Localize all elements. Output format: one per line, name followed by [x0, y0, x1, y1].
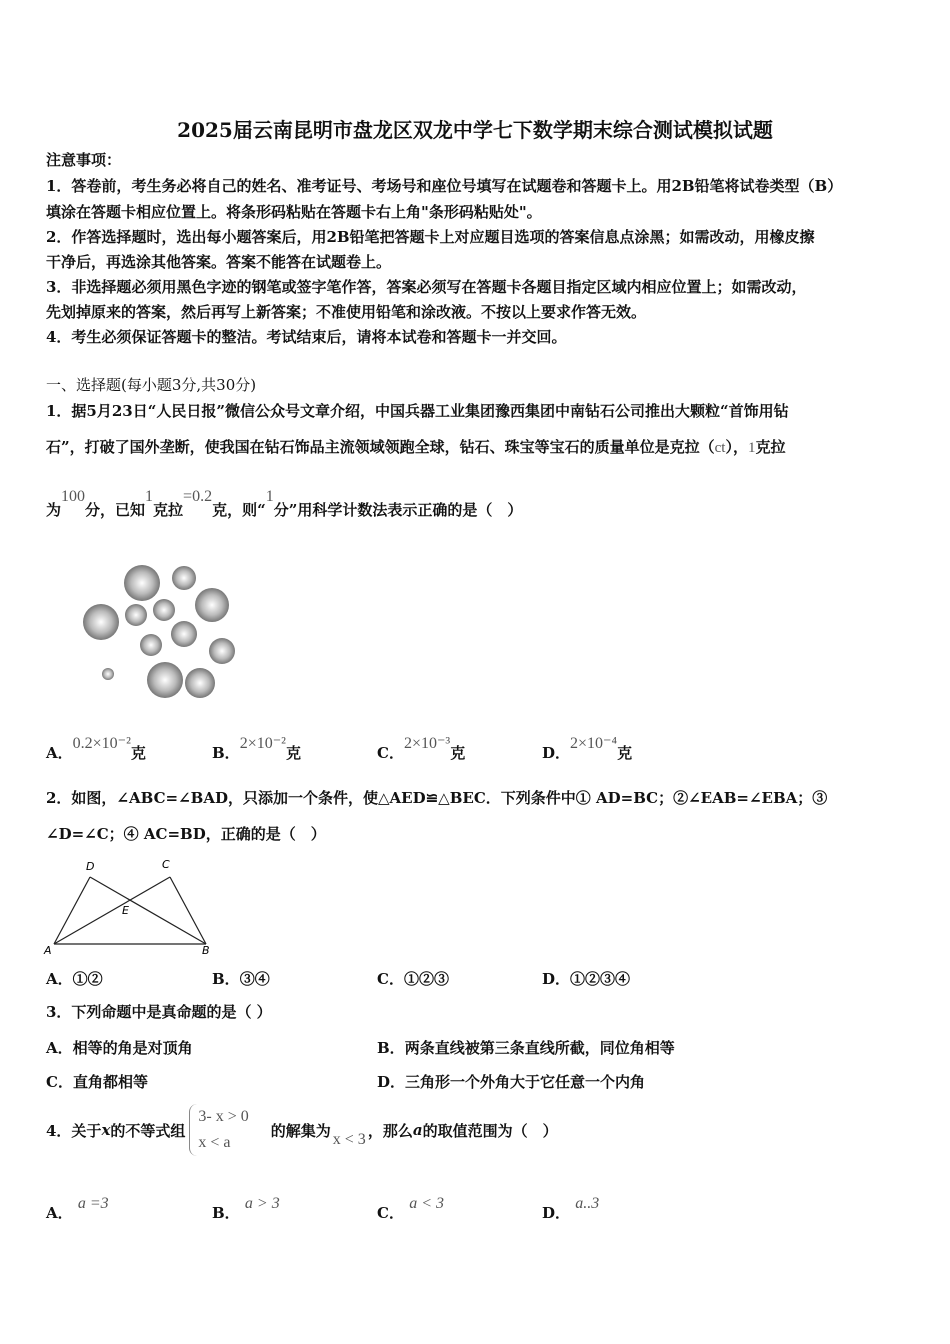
text: D．: [542, 1204, 571, 1222]
q4-option-b[interactable]: [212, 1195, 280, 1223]
text: 三角形一个外角大于它任意一个内角: [405, 1073, 646, 1091]
q4-ineq-2: x < a: [198, 1134, 231, 1151]
q1-math: =0.2: [183, 488, 213, 505]
q1-text: 克拉: [755, 438, 786, 456]
q2-option-a[interactable]: [46, 968, 103, 989]
q4-ineq-1: 3- x > 0: [198, 1108, 249, 1125]
text: 相等的角是对顶角: [72, 1039, 193, 1057]
q1-option-a[interactable]: [46, 735, 146, 763]
q1-option-d[interactable]: [542, 735, 633, 763]
label-c: C: [162, 858, 170, 871]
text: C．: [46, 1073, 73, 1091]
text: a =3: [77, 1195, 109, 1212]
q3-option-b[interactable]: [377, 1037, 675, 1058]
q1-text: 为: [46, 501, 62, 519]
q1-option-c[interactable]: [377, 735, 466, 763]
text: A．: [46, 970, 73, 988]
q1-text: ），: [725, 438, 748, 456]
text: 克: [617, 744, 633, 762]
q4-text: 的解集为: [270, 1121, 331, 1140]
notice-line: 干净后，再选涂其他答案。答案不能答在试题卷上。: [46, 253, 392, 271]
q1-text: 克，则“: [212, 501, 266, 519]
notice-line: 4．考生必须保证答题卡的整洁。考试结束后，请将本试卷和答题卡一并交回。: [46, 328, 567, 346]
q1-line3: [46, 488, 523, 521]
q4-system: [189, 1104, 248, 1156]
q1-one: 1: [747, 440, 756, 456]
q1-option-b[interactable]: [212, 735, 301, 763]
text: ①②③④: [570, 970, 631, 988]
q1-text: 克拉: [153, 501, 184, 519]
q3-option-a[interactable]: [46, 1037, 193, 1058]
text: ①②: [72, 970, 103, 988]
diamonds-image: [80, 560, 240, 700]
text: 克: [285, 744, 301, 762]
q4-option-c[interactable]: [377, 1195, 444, 1223]
text: 两条直线被第三条直线所截，同位角相等: [404, 1039, 675, 1057]
notice-line: 2．作答选择题时，选出每小题答案后，用2B铅笔把答题卡上对应题目选项的答案信息点涂黑；如需改动，用橡皮擦: [46, 228, 815, 246]
q4-line: [46, 1104, 558, 1156]
text: 2×10⁻³: [403, 735, 451, 752]
q2-line1: 2．如图，∠ABC=∠BAD，只添加一个条件，使△AED≌△BEC．下列条件中① AD=BC；②∠EAB=∠EBA；③: [46, 789, 828, 807]
q1-ct: ct: [714, 440, 726, 456]
q4-option-d[interactable]: [542, 1195, 600, 1223]
q1-text: 分”用科学计数法表示正确的是（ ）: [273, 501, 523, 519]
text: 克: [130, 744, 146, 762]
text: C．: [377, 1204, 404, 1222]
q3-option-c[interactable]: [46, 1071, 148, 1092]
notice-line: 3．非选择题必须用黑色字迹的钢笔或签字笔作答，答案必须写在答题卡各题目指定区域内相应位置上；如需改动，: [46, 278, 807, 296]
text: B．: [212, 744, 240, 762]
text: 2×10⁻²: [239, 735, 286, 752]
q4-text: ，那么: [367, 1121, 413, 1140]
q4-solution: x < 3: [332, 1131, 366, 1148]
text: 2×10⁻⁴: [570, 735, 618, 752]
text: D．: [542, 970, 571, 988]
q2-option-d[interactable]: [542, 968, 630, 989]
text: a..3: [575, 1195, 600, 1212]
q1-line2: [46, 437, 786, 458]
text: A．: [46, 1039, 73, 1057]
q1-text: 石”，打破了国外垄断，使我国在钻石饰品主流领域领跑全球，钻石、珠宝等宝石的质量单位是克拉（: [46, 438, 715, 456]
q4-var-x: x: [101, 1121, 111, 1139]
q4-text: 的不等式组: [110, 1121, 186, 1140]
label-d: D: [86, 860, 95, 873]
page-title: 2025届云南昆明市盘龙区双龙中学七下数学期末综合测试模拟试题: [177, 118, 773, 142]
q4-text: 4．关于: [46, 1121, 102, 1140]
label-e: E: [122, 904, 129, 917]
label-a: A: [44, 944, 52, 957]
q2-option-b[interactable]: [212, 968, 270, 989]
notice-line: 1．答卷前，考生务必将自己的姓名、准考证号、考场号和座位号填写在试题卷和答题卡上。用2B铅笔将试卷类型（B）: [46, 177, 843, 195]
text: ①②③: [403, 970, 449, 988]
text: D．: [377, 1073, 406, 1091]
q2-line2: ∠D=∠C；④ AC=BD，正确的是（ ）: [46, 825, 326, 843]
q4-option-a[interactable]: [46, 1195, 109, 1223]
triangle-figure: [40, 852, 220, 962]
text: D．: [542, 744, 571, 762]
text: ③④: [239, 970, 270, 988]
text: B．: [212, 970, 240, 988]
q1-math: 1: [265, 488, 274, 505]
q1-math: 100: [61, 488, 86, 505]
q1-text: 分，已知: [85, 501, 146, 519]
text: a > 3: [244, 1195, 280, 1212]
notice-heading: 注意事项：: [46, 151, 122, 169]
q3-option-d[interactable]: [377, 1071, 645, 1092]
q3-line: 3．下列命题中是真命题的是（ ）: [46, 1003, 272, 1021]
text: 直角都相等: [72, 1073, 148, 1091]
text: a < 3: [409, 1195, 444, 1212]
text: B．: [377, 1039, 405, 1057]
notice-line: 填涂在答题卡相应位置上。将条形码粘贴在答题卡右上角"条形码粘贴处"。: [46, 203, 542, 221]
text: 0.2×10⁻²: [72, 735, 131, 752]
section-heading: 一、选择题(每小题3分,共30分): [46, 376, 257, 394]
q2-option-c[interactable]: [377, 968, 449, 989]
text: A．: [46, 1204, 73, 1222]
q4-var-a: a: [412, 1121, 423, 1139]
text: 克: [450, 744, 466, 762]
q1-math: 1: [145, 488, 154, 505]
text: C．: [377, 744, 404, 762]
text: C．: [377, 970, 404, 988]
label-b: B: [202, 944, 210, 957]
q4-text: 的取值范围为（ ）: [422, 1121, 558, 1140]
notice-line: 先划掉原来的答案，然后再写上新答案；不准使用铅笔和涂改液。不按以上要求作答无效。: [46, 303, 647, 321]
q1-line1: 1．据5月23日“人民日报”微信公众号文章介绍，中国兵器工业集团豫西集团中南钻石公司推出大颗粒“首饰用钻: [46, 402, 789, 420]
text: B．: [212, 1204, 240, 1222]
text: A．: [46, 744, 73, 762]
